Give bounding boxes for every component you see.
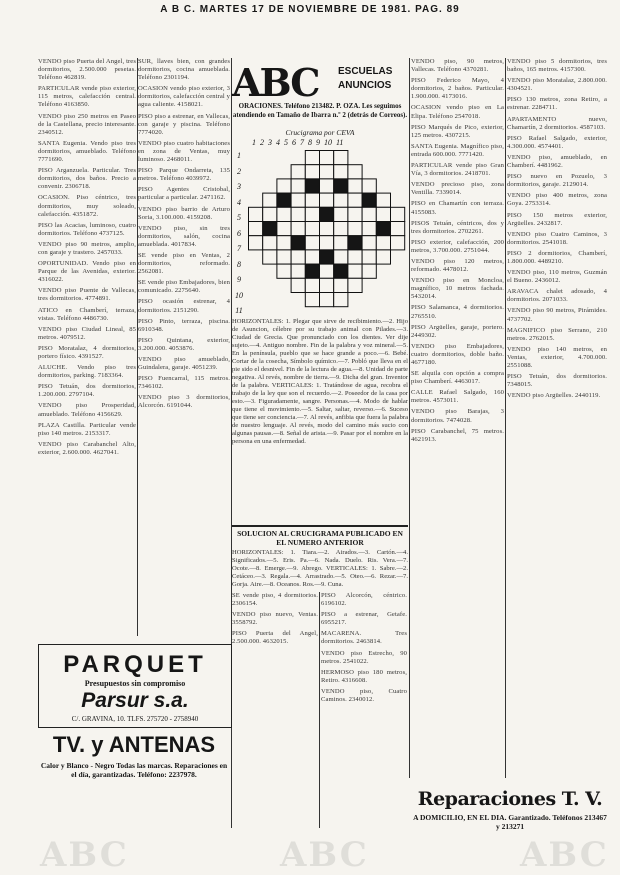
solution-body: HORIZONTALES: 1. Tiara.—2. Airados.—3. Cartón.—4. Significados.—5. Eris. Pa.—6. Nada. Duelo. Ris. Vera.—7. Ocote.—8. Emerge.—9. Abrego. VERTICALES: 1. Sabre.—2. Cetáceo.—3. Regala.—4. Arrastrado.—5. Oteo.—6. Rezar.—7. Gorja. Aire.—8. Oceanos. Ros.—9. Cuna.	[232, 549, 408, 588]
crossword-cell	[277, 207, 291, 221]
classified-ad: SANTA Eugenia. Magnífico piso, entrada 600.000. 7771420.	[411, 142, 504, 158]
crossword-cell	[362, 179, 376, 193]
escuelas-note: ORACIONES. Teléfono 213482. P. OZA. Les seguimos atendiendo en Tamaño de Ibarra n.º 2 (detrás de Correos).	[232, 102, 408, 119]
classified-ad: SE vende piso, 4 dormitorios. 2306154.	[232, 592, 318, 608]
crossword-row-number: 1	[237, 151, 241, 160]
crossword-row-number: 5	[237, 213, 241, 222]
classifieds-column-6	[507, 58, 607, 778]
classified-ad: SE vende piso Embajadores, bien comunicado. 2275640.	[138, 279, 230, 295]
crossword-cell	[334, 151, 348, 165]
crossword-cell	[291, 222, 305, 236]
crossword-row-number: 11	[235, 306, 243, 315]
crossword-cell	[305, 179, 319, 193]
classified-ad: PISO ocasión estrenar, 4 dormitorios. 2151290.	[138, 298, 230, 314]
crossword-cell	[277, 264, 291, 278]
crossword-cell	[334, 236, 348, 250]
classified-ad: VENDO piso 400 metros, zona Goya. 2753314.	[507, 192, 607, 208]
crossword-cell	[277, 222, 291, 236]
classified-ad: VENDO piso 250 metros en Paseo de la Castellana, precio interesante. 2340512.	[38, 112, 136, 136]
crossword-cell	[320, 264, 334, 278]
crossword-cell	[334, 264, 348, 278]
crossword-cell	[263, 250, 277, 264]
crossword-cell	[263, 193, 277, 207]
reparaciones-body: A DOMICILIO, EN EL DIA. Garantizado. Teléfonos 213467 y 213271	[413, 813, 607, 831]
classified-ad: ALUCHE. Vendo piso tres dormitorios, parking. 7183364.	[38, 364, 136, 380]
column-rule	[409, 58, 410, 778]
classified-ad: VENDO piso Carabanchel Alto, exterior, 2.600.000. 4627041.	[38, 440, 136, 456]
classified-ad: PISO exterior, calefacción, 200 metros, 3.700.000. 2751044.	[411, 238, 504, 254]
crossword-cell	[305, 278, 319, 292]
crossword-row-number: 4	[237, 197, 241, 207]
classified-ad: PISO Parque Ondarreta, 135 metros. Teléfono 4039972.	[138, 167, 230, 183]
crossword-cell	[320, 222, 334, 236]
classified-ad: SE vende piso en Ventas, 2 dormitorios, reformado. 2562081.	[138, 251, 230, 276]
crossword-cell	[348, 207, 362, 221]
classified-ad: CALLE Rafael Salgado, 160 metros. 4573011.	[411, 389, 504, 405]
crossword-solution	[232, 525, 408, 589]
classified-ad: OCASION vendo piso exterior, 3 dormitorios, calefacción central y agua caliente. 4158021.	[138, 85, 230, 109]
classified-ad: PISO 130 metros, zona Retiro, a estrenar. 2284711.	[507, 96, 607, 112]
crossword-cell	[362, 236, 376, 250]
crossword-cell	[376, 193, 390, 207]
crossword-row-number: 2	[237, 166, 241, 176]
tv-body: Calor y Blanco - Negro Todas las marcas. Reparaciones en el día, garantizadas. Teléfono: 2237978.	[40, 761, 228, 779]
classified-ad: PISO Fuencarral, 115 metros. 7346102.	[138, 375, 230, 391]
crossword-cell	[348, 250, 362, 264]
crossword-row-number: 10	[235, 290, 243, 300]
crossword-cell	[348, 179, 362, 193]
classified-ad: PISO Agentes Cristobal, particular a particular. 2471162.	[138, 186, 230, 202]
crossword-cell	[320, 250, 334, 264]
classified-ad: PISO nuevo en Pozuelo, 3 dormitorios, garaje. 2129014.	[507, 173, 607, 189]
classified-ad: VENDO piso nuevo, Ventas. 3558792.	[232, 611, 318, 627]
classified-ad: VENDO piso Ciudad Lineal, 85 metros. 4079512.	[38, 325, 136, 341]
classified-ad: ATICO en Chamberí, terraza, vistas. Teléfono 4486730.	[38, 306, 136, 322]
classified-ad: PLAZA Castilla. Particular vende piso 140 metros. 2153317.	[38, 421, 136, 437]
classified-ad: PISO piso a estrenar, en Vallecas, con garaje y piscina. Teléfono 7774020.	[138, 112, 230, 136]
classified-ad: PARTICULAR vende piso Gran Vía, 3 dormitorios. 2418701.	[411, 162, 504, 178]
crossword-cell	[305, 264, 319, 278]
crossword-cell	[305, 222, 319, 236]
classified-ad: VENDO piso, 90 metros, Vallecas. Teléfono 4370281.	[411, 58, 504, 74]
crossword-cell	[320, 151, 334, 165]
classified-ad: PISO 150 metros exterior, Argüelles. 2432817.	[507, 211, 607, 227]
crossword-cell	[376, 236, 390, 250]
crossword-cell	[263, 222, 277, 236]
classified-ad: PISO Tetuán, dos dormitorios, 1.200.000. 2797104.	[38, 383, 136, 399]
classified-ad: VENDO piso en Moncloa, magnífico, 10 metros fachada. 5432014.	[411, 277, 504, 301]
column-rule	[505, 58, 506, 778]
classified-ad: VENDO piso Puente de Vallecas, tres dormitorios. 4774891.	[38, 287, 136, 303]
crossword-cell	[305, 193, 319, 207]
crossword-cell	[291, 193, 305, 207]
parquet-ad	[38, 644, 232, 728]
escuelas-title: ESCUELAS	[338, 66, 393, 77]
classified-ad: PISOS Tetuán, céntricos, dos y tres dormitorios. 2702261.	[411, 219, 504, 235]
classified-ad: VENDO piso Embajadores, cuatro dormitorios, doble baño. 4677180.	[411, 342, 504, 366]
classified-ad: PISO a estrenar, Getafe. 6955217.	[321, 611, 407, 627]
crossword-grid	[248, 150, 406, 315]
tv-title: TV. y ANTENAS	[52, 732, 216, 757]
crossword-cell	[291, 250, 305, 264]
watermark: ABC	[40, 835, 129, 875]
crossword-row-number: 9	[237, 275, 241, 284]
crossword-cell	[320, 165, 334, 179]
classified-ad: PISO Tetuán, dos dormitorios. 7348015.	[507, 373, 607, 389]
watermark: ABC	[520, 835, 609, 875]
crossword-cell	[334, 222, 348, 236]
crossword-cell	[305, 293, 319, 307]
crossword-cell	[362, 222, 376, 236]
crossword-cell	[263, 236, 277, 250]
classified-ad: HERMOSO piso 180 metros, Retiro. 4316608.	[321, 668, 407, 684]
crossword-cell	[376, 222, 390, 236]
classified-ad: PISO Salamanca, 4 dormitorios. 2765510.	[411, 304, 504, 320]
crossword-cell	[334, 250, 348, 264]
crossword-cell	[291, 278, 305, 292]
classified-ad: VENDO piso 90 metros, amplio, con garaje y trastero. 2457033.	[38, 240, 136, 256]
crossword-cell	[348, 165, 362, 179]
classified-ad: PARTICULAR vende piso exterior, 115 metros, calefacción central. Teléfono 4163850.	[38, 85, 136, 109]
classified-ad: VENDO piso Moratalaz, 2.800.000. 4304521.	[507, 77, 607, 93]
classified-ad: PISO Alcorcón, céntrico. 6196102.	[321, 592, 407, 608]
classifieds-column-5	[411, 58, 504, 778]
crossword-row-number: 8	[237, 259, 241, 269]
classified-ad: VENDO piso 120 metros, reformado. 4478012.	[411, 257, 504, 274]
crossword-cell	[291, 165, 305, 179]
crossword-title: Crucigrama por CEVA	[285, 128, 355, 137]
solution-title: SOLUCION AL CRUCIGRAMA PUBLICADO EN EL NUMERO ANTERIOR	[232, 525, 408, 547]
crossword-cell	[334, 179, 348, 193]
classified-ad: SE alquila con opción a compra piso Chamberí. 4463017.	[411, 370, 504, 386]
classified-ad: VENDO piso cuatro habitaciones en zona de Ventas, muy luminoso. 2468011.	[138, 139, 230, 164]
parquet-address: C/. GRAVINA, 10. TLFS. 275720 - 2758940	[71, 715, 199, 723]
crossword-cell	[249, 236, 263, 250]
abc-logo: ABC	[232, 60, 319, 105]
crossword-cell	[320, 179, 334, 193]
classified-ad: VENDO piso 90 metros, Pirámides. 4737702.	[507, 307, 607, 323]
crossword-row-number: 3	[237, 182, 241, 191]
crossword-cell	[376, 250, 390, 264]
classified-ad: VENDO piso, sin tres dormitorios, salón, cocina amueblada. 4017834.	[138, 224, 230, 248]
classified-ad: VENDO piso Prosperidad, amueblado. Teléfono 4156629.	[38, 402, 136, 418]
reparaciones-ad	[412, 788, 608, 832]
parquet-title: PARQUET	[63, 651, 207, 678]
classified-ad: PISO Puerta del Angel, 2.500.000. 4632015.	[232, 630, 318, 646]
classified-ad: VENDO piso amueblado, Guindalera, garaje. 4051239.	[138, 356, 230, 372]
crossword-cell	[348, 278, 362, 292]
classified-ad: OCASION. Piso céntrico, tres dormitorios, muy soleado, calefacción. 4351872.	[38, 194, 136, 218]
crossword-cell	[277, 250, 291, 264]
classified-ad: MACARENA. Tres dormitorios. 2463814.	[321, 630, 407, 646]
crossword-column-numbers: 1 2 3 4 5 6 7 8 9 10 11	[252, 138, 344, 147]
crossword-definitions: HORIZONTALES: 1. Plegar que sirve de recibimiento.—2. Hijo de Asuncion, célebre por su trabajo animal con Pilades.—3. Ciudad de Grecia. Que pronunciado con los dientes. Ver dije sujeto.—4. Antiguo nombre. Fin de la palabra y voz mineral.—5. En la península, pueblo que se hace grande a poco.—6. Bebé. Cortar de la cosecha, Símbolo químico.—7. Pobló que lleva en el pie sido el desnivel. Fin de la lectura de agua.—8. Unidad de parte negativa. Al revés, nombre de tierra.—9. Dicha del gran. Inventor de la palabra. VERTICALES: 1. Tratándose de agua, recobra el trabajo de la ley que son el recuerdo.—2. Poseedor de la casa por esto.—3. Figuradamente, sangre. Personas.—4. Modo de hablar que tiene el movimiento.—5. Saltar, saltar, reverso.—6. Suceso que tiene ser conciencia.—7. Al revés, anfibia que fuera la palabra de nuestro lenguaje. Al revés, modo del camino más sucio con algunas pausas.—8. Señal de arista.—9. Pasar por el nombre en la persona en una enfermedad.	[232, 318, 408, 445]
crossword-cell	[277, 236, 291, 250]
classified-ad: ARAVACA chalet adosado, 4 dormitorios. 2071033.	[507, 288, 607, 304]
crossword-cell	[348, 222, 362, 236]
classified-ad: VENDO piso, 110 metros, Guzmán el Bueno. 2436012.	[507, 269, 607, 285]
classified-ad: VENDO piso Puerta del Angel, tres dormitorios, 2.500.000 pesetas. Teléfono 462819.	[38, 58, 136, 82]
crossword-cell	[320, 193, 334, 207]
crossword-cell	[391, 222, 405, 236]
classified-ad: VENDO piso 5 dormitorios, tres baños, 165 metros. 4157300.	[507, 58, 607, 74]
crossword-cell	[334, 278, 348, 292]
crossword-row-numbers	[232, 148, 246, 319]
crossword-cell	[291, 264, 305, 278]
classified-ad: PISO Rafael Salgado, exterior, 4.300.000. 4574401.	[507, 134, 607, 150]
classified-ad: PISO las Acacias, luminoso, cuatro dormitorios. Teléfono 4737125.	[38, 221, 136, 237]
crossword-row-number: 7	[237, 244, 241, 253]
tv-antenas-ad	[38, 732, 230, 820]
crossword-cell	[362, 264, 376, 278]
classified-ad: PISO Marqués de Pico, exterior, 125 metros. 4307215.	[411, 123, 504, 139]
classifieds-mid-right	[321, 592, 407, 828]
classified-ad: PISO Argüelles, garaje, portero. 2449302.	[411, 323, 504, 339]
column-rule	[319, 592, 320, 828]
crossword-cell	[320, 278, 334, 292]
classified-ad: APARTAMENTO nuevo, Chamartín, 2 dormitorios. 4587103.	[507, 115, 607, 131]
classifieds-column-1	[38, 58, 136, 640]
crossword-cell	[305, 151, 319, 165]
classified-ad: PISO Federico Mayo, 4 dormitorios, 2 baños. Particular. 1.900.000. 4173016.	[411, 77, 504, 101]
parquet-subtitle: Presupuestos sin compromiso	[84, 679, 186, 688]
crossword-cell	[320, 236, 334, 250]
classified-ad: PISO en Chamartín con terraza. 4155083.	[411, 200, 504, 216]
crossword-cell	[348, 236, 362, 250]
classified-ad: PISO Pinto, terraza, piscina. 6910348.	[138, 317, 230, 333]
classified-ad: OCASION vendo piso en La Elipa. Teléfono 2547018.	[411, 104, 504, 120]
crossword-cell	[291, 236, 305, 250]
crossword-cell	[334, 293, 348, 307]
classified-ad: VENDO piso 3 dormitorios, Alcorcón. 6191044.	[138, 394, 230, 410]
crossword-cell	[348, 193, 362, 207]
classified-ad: PISO 2 dormitorios, Chamberí, 1.800.000. 4489210.	[507, 249, 607, 265]
crossword-cell	[277, 179, 291, 193]
crossword-cell	[391, 236, 405, 250]
crossword-cell	[362, 250, 376, 264]
anuncios-title: ANUNCIOS	[338, 80, 392, 91]
classified-ad: PISO Arganzuela. Particular. Tres dormitorios, dos baños. Precio a convenir. 2306718.	[38, 167, 136, 191]
classified-ad: VENDO piso Estrecho, 90 metros. 2541022.	[321, 649, 407, 665]
crossword-cell	[362, 207, 376, 221]
crossword-cell	[391, 207, 405, 221]
crossword-cell	[320, 207, 334, 221]
crossword-cell	[362, 193, 376, 207]
crossword-cell	[277, 193, 291, 207]
crossword-cell	[291, 207, 305, 221]
classified-ad: VENDO piso Argüelles. 2440119.	[507, 392, 601, 400]
crossword-cell	[305, 207, 319, 221]
classified-ad: SANTA Eugenia. Vendo piso tres dormitorios, amueblado. Teléfono 7771690.	[38, 139, 136, 164]
crossword-cell	[249, 207, 263, 221]
classified-ad: PISO Quintana, exterior, 3.200.000. 4053876.	[138, 336, 230, 352]
crossword-cell	[249, 222, 263, 236]
classified-ad: VENDO piso 140 metros, en Ventas, exterior, 4.700.000. 2551088.	[507, 345, 607, 369]
crossword-cell	[305, 165, 319, 179]
crossword-cell	[376, 207, 390, 221]
classified-ad: VENDO precioso piso, zona Ventilla. 7339014.	[411, 181, 504, 197]
classified-ad: VENDO piso, amueblado, en Chamberí. 4481962.	[507, 153, 607, 170]
crossword-cell	[263, 207, 277, 221]
crossword-cell	[348, 264, 362, 278]
classifieds-column-2	[138, 58, 230, 640]
crossword-cell	[334, 207, 348, 221]
parsur-logo: Parsur s.a.	[81, 689, 189, 712]
classified-ad: VENDO piso Barajas, 3 dormitorios. 7474028.	[411, 408, 504, 424]
crossword-cell	[305, 250, 319, 264]
classified-ad: PISO Moratalaz, 4 dormitorios, portero físico. 4391527.	[38, 344, 136, 360]
classified-ad: VENDO piso Cuatro Caminos, 3 dormitorios. 2541018.	[507, 230, 607, 246]
classified-ad: PISO Carabanchel, 75 metros. 4621913.	[411, 427, 504, 443]
classified-ad: VENDO piso, Cuatro Caminos. 2340012.	[321, 687, 407, 704]
classified-ad: OPORTUNIDAD. Vendo piso en Parque de las Avenidas, exterior. 4316022.	[38, 260, 136, 284]
page-header: A B C. MARTES 17 DE NOVIEMBRE DE 1981. PAG. 89	[160, 4, 460, 15]
crossword-cell	[320, 293, 334, 307]
reparaciones-title: Reparaciones T. V.	[417, 788, 603, 810]
classified-ad: SUR, llaves bien, con grandes dormitorios, cocina amueblada. Teléfono 2301194.	[138, 58, 230, 82]
watermark: ABC	[280, 835, 369, 875]
crossword-cell	[291, 179, 305, 193]
classifieds-mid-left	[232, 592, 318, 828]
classified-ad: VENDO piso barrio de Arturo Soria, 3.100.000. 4159208.	[138, 205, 230, 221]
crossword-cell	[305, 236, 319, 250]
classified-ad: MAGNIFICO piso Serrano, 210 metros. 2762015.	[507, 326, 607, 342]
crossword-row-number: 6	[237, 228, 241, 238]
crossword-cell	[334, 193, 348, 207]
crossword-cell	[334, 165, 348, 179]
